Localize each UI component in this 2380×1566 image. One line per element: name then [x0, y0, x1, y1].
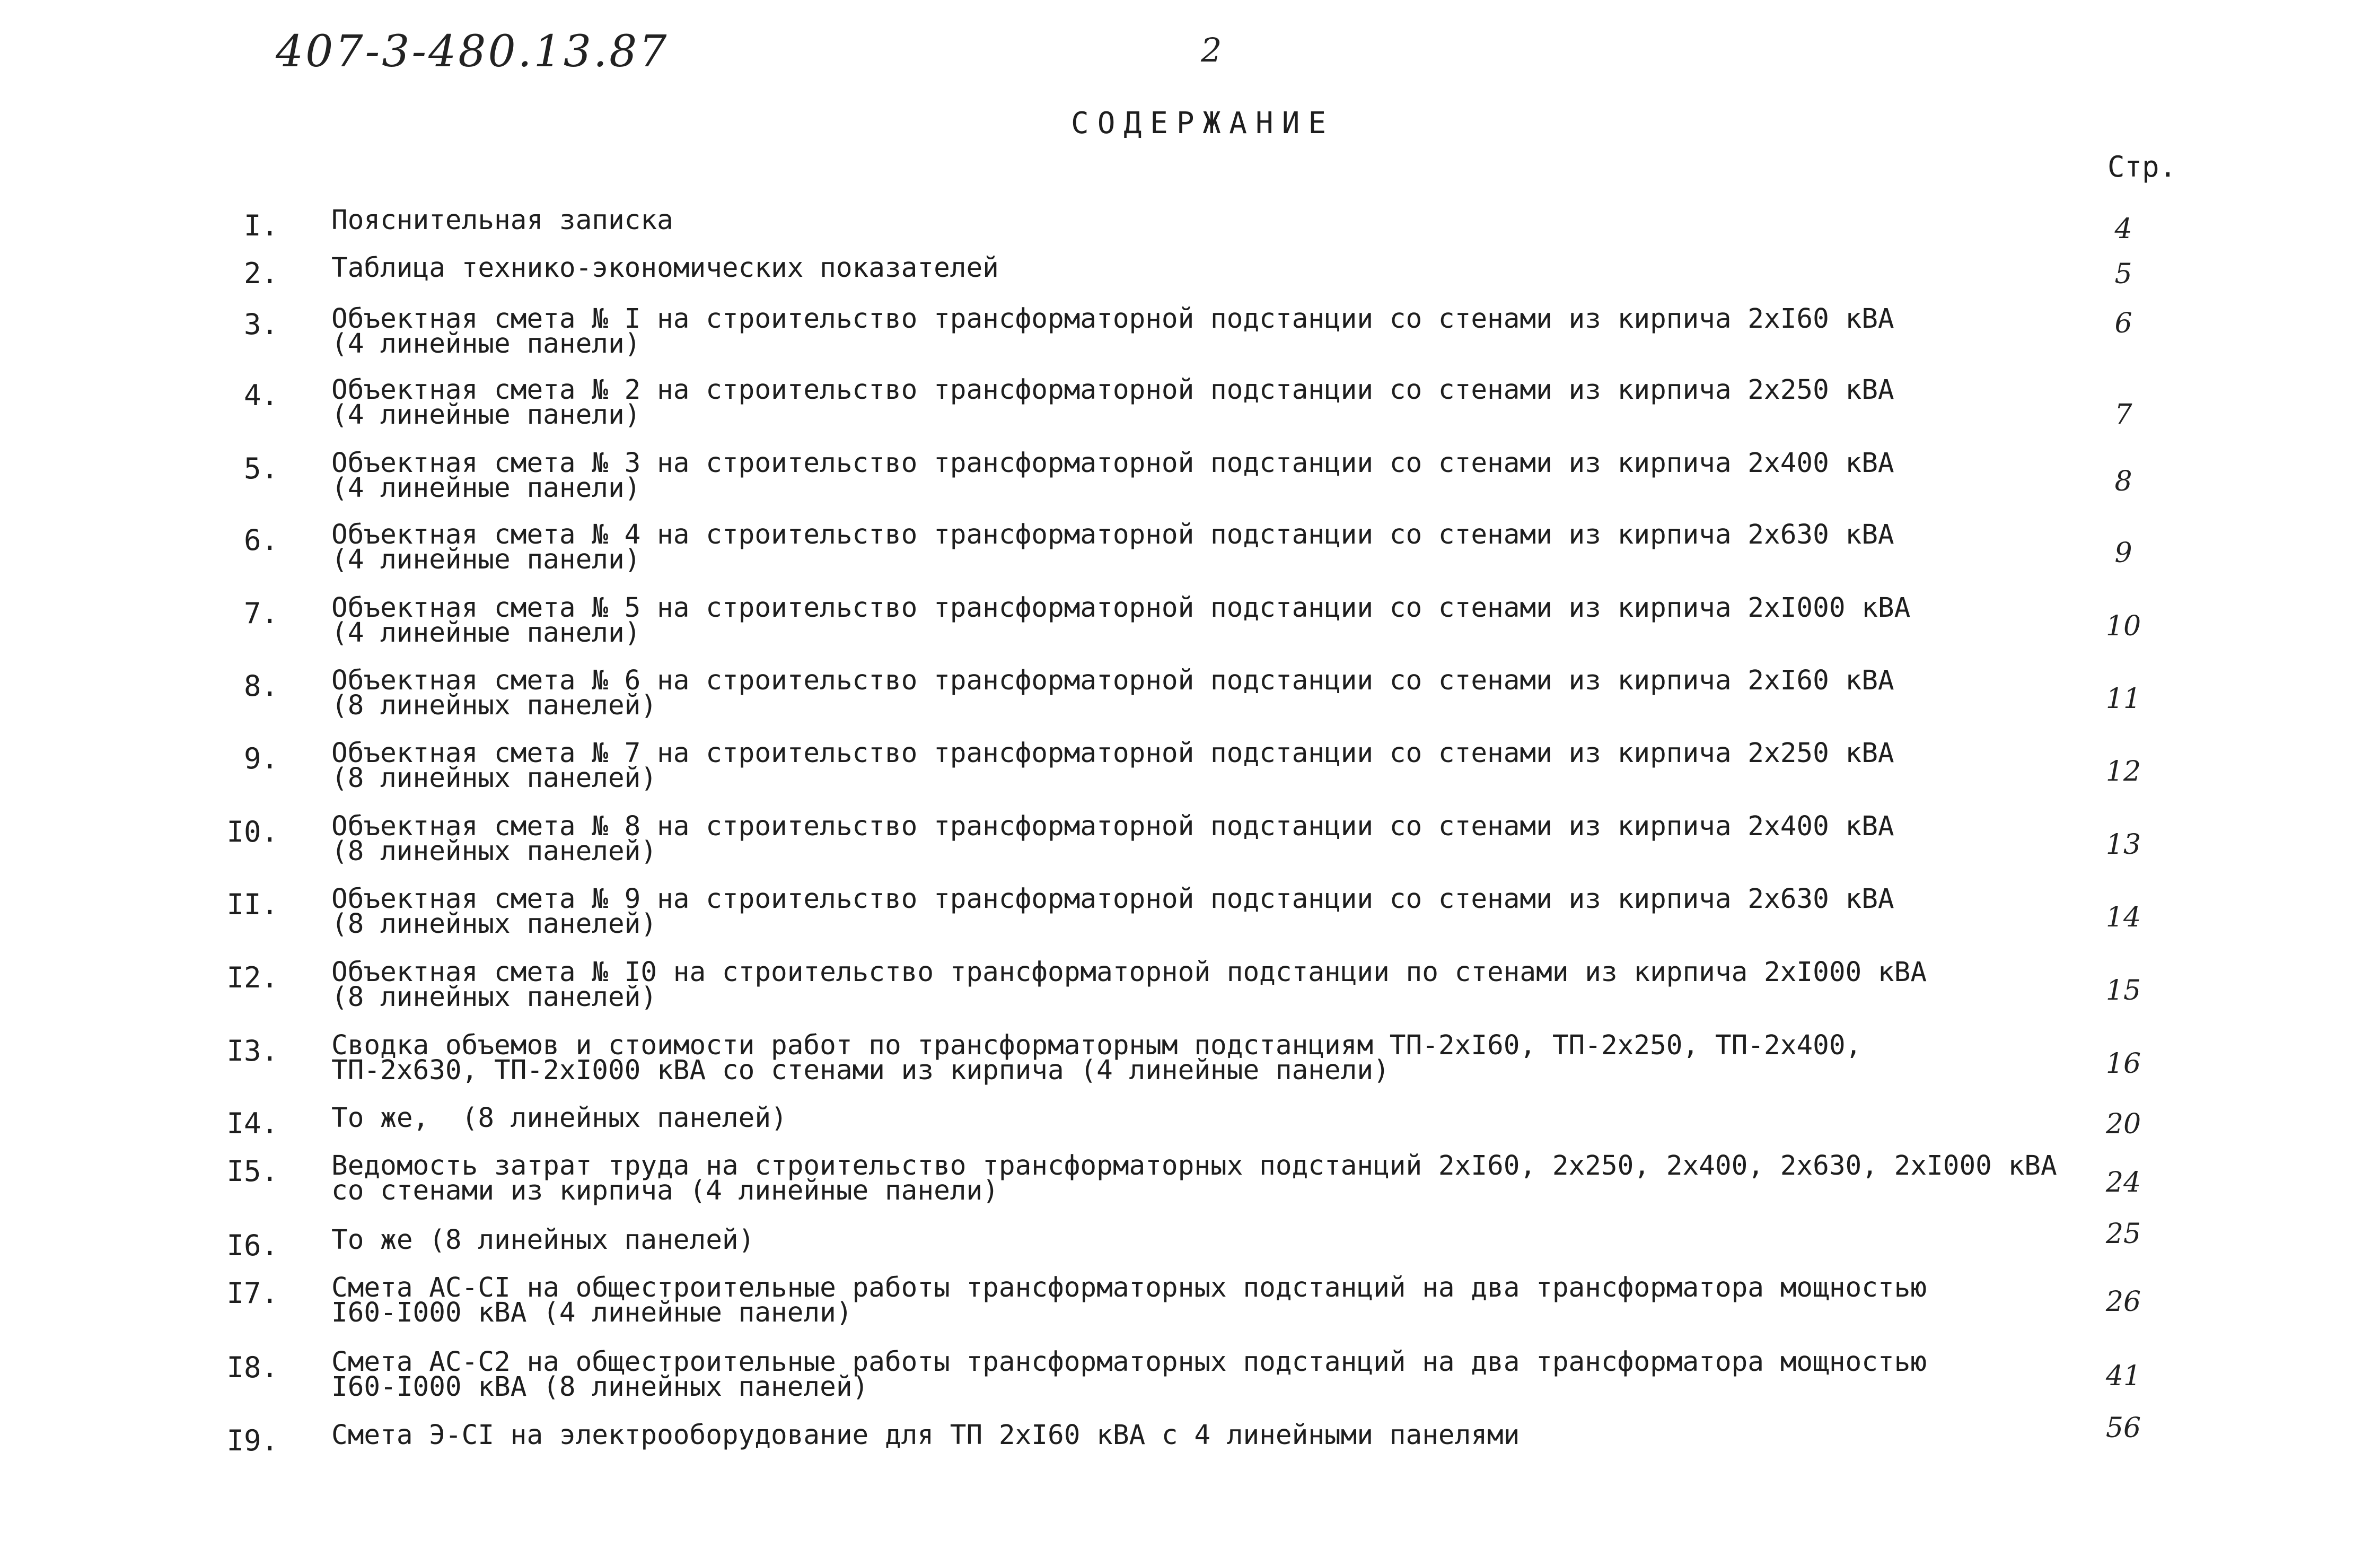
- entry-title: [331, 205, 2028, 236]
- entry-page-number: 6: [2114, 308, 2132, 339]
- entry-title-line: Смета АС-С2 на общестроительные работы трансформаторных подстанций на два трансформатора мощностью: [331, 1346, 1927, 1378]
- entry-page-number: 9: [2114, 537, 2132, 569]
- entry-title-line: То же, (8 линейных панелей): [331, 1103, 787, 1134]
- entry-title-line: Смета АС-СI на общестроительные работы трансформаторных подстанций на два трансформатора мощностью: [331, 1272, 1927, 1303]
- entry-title: [331, 1420, 2028, 1451]
- page-column-label: Стр.: [2107, 150, 2177, 183]
- entry-title-line: Объектная смета № 2 на строительство трансформаторной подстанции со стенами из кирпича 2х250 кВА: [331, 374, 1894, 406]
- entry-number: I8.: [226, 1351, 278, 1384]
- entry-title: [331, 1150, 2057, 1206]
- entry-title: [331, 1103, 2028, 1134]
- entry-title: [331, 374, 2028, 431]
- entry-page-number: 7: [2114, 399, 2132, 431]
- entry-title-line: Ведомость затрат труда на строительство трансформаторных подстанций 2хI60, 2х250, 2х400, 2х630, 2хI000 кВА: [331, 1150, 2057, 1182]
- entry-title: [331, 811, 2028, 867]
- entry-title-line: (4 линейные панели): [331, 617, 641, 649]
- entry-number: I6.: [226, 1229, 278, 1262]
- entry-page-number: 41: [2105, 1360, 2141, 1392]
- entry-title-line: Объектная смета № 6 на строительство трансформаторной подстанции со стенами из кирпича 2хI60 кВА: [331, 665, 1894, 696]
- entry-page-number: 25: [2105, 1218, 2141, 1250]
- entry-page-number: 4: [2114, 213, 2132, 245]
- entry-title: [331, 1030, 2028, 1086]
- entry-number: 9.: [243, 742, 278, 775]
- entry-page-number: 5: [2114, 258, 2132, 290]
- entry-number: I7.: [226, 1276, 278, 1310]
- entry-number: 5.: [243, 452, 278, 485]
- entry-title-line: (8 линейных панелей): [331, 836, 657, 867]
- entry-title: [331, 592, 2028, 649]
- entry-title: [331, 519, 2028, 575]
- entry-title-line: (8 линейных панелей): [331, 982, 657, 1013]
- entry-page-number: 13: [2105, 829, 2141, 861]
- entry-page-number: 14: [2105, 902, 2141, 933]
- entry-number: 8.: [243, 669, 278, 703]
- entry-page-number: 20: [2105, 1108, 2141, 1140]
- entry-title: [331, 738, 2028, 794]
- entry-title-line: со стенами из кирпича (4 линейные панели): [331, 1175, 999, 1206]
- entry-number: 4.: [243, 379, 278, 412]
- entry-title-line: Объектная смета № 4 на строительство трансформаторной подстанции со стенами из кирпича 2х630 кВА: [331, 519, 1894, 550]
- entry-number: I.: [243, 209, 278, 242]
- entry-page-number: 56: [2105, 1412, 2141, 1444]
- entry-title-line: (4 линейные панели): [331, 544, 641, 575]
- entry-page-number: 26: [2105, 1286, 2141, 1318]
- entry-title-line: (4 линейные панели): [331, 473, 641, 504]
- entry-page-number: 8: [2114, 466, 2132, 497]
- entry-title: [331, 883, 2028, 940]
- entry-page-number: 11: [2105, 683, 2141, 715]
- entry-title: [331, 1346, 2028, 1403]
- entry-number: I4.: [226, 1107, 278, 1140]
- entry-title: [331, 303, 2028, 360]
- entry-number: II.: [226, 888, 278, 921]
- entry-title-line: Сводка объемов и стоимости работ по трансформаторным подстанциям ТП-2хI60, ТП-2х250, ТП-2х400,: [331, 1030, 1862, 1061]
- entry-title-line: То же (8 линейных панелей): [331, 1224, 755, 1256]
- entry-title-line: Таблица технико-экономических показателей: [331, 252, 999, 284]
- entry-number: I0.: [226, 815, 278, 848]
- entry-number: I2.: [226, 961, 278, 994]
- entry-number: 2.: [243, 257, 278, 290]
- entry-title-line: I60-I000 кВА (4 линейные панели): [331, 1297, 853, 1328]
- entry-title-line: (8 линейных панелей): [331, 763, 657, 794]
- entry-title-line: Объектная смета № 9 на строительство трансформаторной подстанции со стенами из кирпича 2х630 кВА: [331, 883, 1894, 915]
- entry-page-number: 16: [2105, 1048, 2141, 1080]
- document-code: 407-3-480.13.87: [276, 27, 669, 77]
- entry-title: [331, 448, 2028, 504]
- entry-title: [331, 665, 2028, 721]
- entry-title: [331, 1224, 2028, 1256]
- entry-title-line: Объектная смета № 8 на строительство трансформаторной подстанции со стенами из кирпича 2х400 кВА: [331, 811, 1894, 842]
- entry-title-line: Объектная смета № 5 на строительство трансформаторной подстанции со стенами из кирпича 2хI000 кВА: [331, 592, 1911, 624]
- entry-title: [331, 957, 2028, 1013]
- entry-title-line: (8 линейных панелей): [331, 690, 657, 721]
- entry-title: [331, 252, 2028, 284]
- entry-page-number: 10: [2105, 610, 2141, 642]
- entry-number: I5.: [226, 1154, 278, 1188]
- entry-number: I3.: [226, 1034, 278, 1068]
- entry-title-line: ТП-2х630, ТП-2хI000 кВА со стенами из кирпича (4 линейные панели): [331, 1055, 1390, 1086]
- entry-title-line: Смета Э-СI на электрооборудование для ТП 2хI60 кВА с 4 линейными панелями: [331, 1420, 1520, 1451]
- entry-title-line: Объектная смета № 3 на строительство трансформаторной подстанции со стенами из кирпича 2х400 кВА: [331, 448, 1894, 479]
- entry-title-line: Объектная смета № I на строительство трансформаторной подстанции со стенами из кирпича 2хI60 кВА: [331, 303, 1894, 335]
- entry-title-line: I60-I000 кВА (8 линейных панелей): [331, 1371, 869, 1403]
- entry-title-line: Объектная смета № I0 на строительство трансформаторной подстанции по стенами из кирпича 2хI000 кВА: [331, 957, 1927, 988]
- entry-title-line: (4 линейные панели): [331, 399, 641, 431]
- entry-title-line: (4 линейные панели): [331, 328, 641, 360]
- entry-title: [331, 1272, 2028, 1328]
- entry-number: 6.: [243, 523, 278, 557]
- entry-page-number: 15: [2105, 975, 2141, 1007]
- entry-title-line: Пояснительная записка: [331, 205, 673, 236]
- page-number: 2: [1201, 31, 1222, 69]
- entry-title-line: Объектная смета № 7 на строительство трансформаторной подстанции со стенами из кирпича 2х250 кВА: [331, 738, 1894, 769]
- entry-number: I9.: [226, 1424, 278, 1457]
- entry-number: 3.: [243, 308, 278, 341]
- entry-page-number: 24: [2105, 1167, 2141, 1198]
- entry-page-number: 12: [2105, 756, 2141, 788]
- entry-number: 7.: [243, 597, 278, 630]
- page-title: СОДЕРЖАНИЕ: [1071, 106, 1335, 141]
- entry-title-line: (8 линейных панелей): [331, 908, 657, 940]
